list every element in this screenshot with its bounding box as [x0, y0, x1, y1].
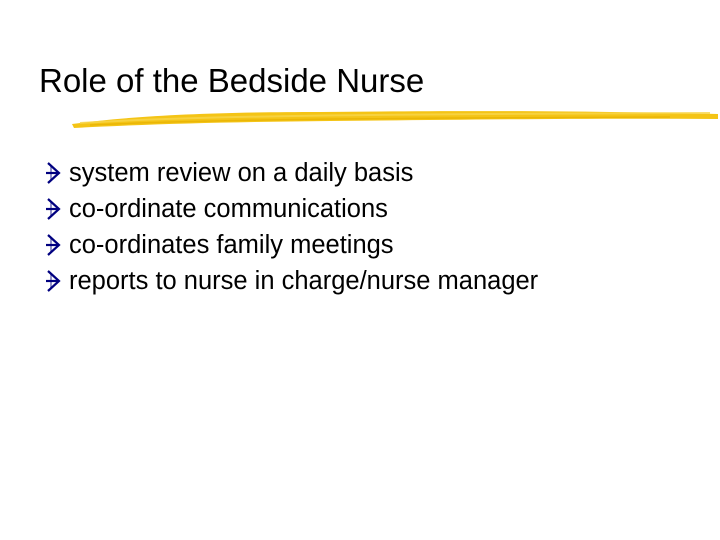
- bullet-list: [44, 155, 538, 299]
- title-underline-brushstroke: [70, 104, 720, 130]
- list-item: [44, 227, 538, 263]
- arrow-right-icon: [44, 270, 64, 292]
- arrow-right-icon: [44, 198, 64, 220]
- list-item: [44, 155, 538, 191]
- list-item: [44, 191, 538, 227]
- arrow-right-icon: [44, 162, 64, 184]
- slide-title: Role of the Bedside Nurse: [39, 62, 425, 99]
- bullet-text: co-ordinate communications: [69, 194, 388, 223]
- list-item: [44, 263, 538, 299]
- bullet-text: system review on a daily basis: [69, 158, 414, 187]
- bullet-text: reports to nurse in charge/nurse manager: [69, 266, 539, 295]
- bullet-text: co-ordinates family meetings: [69, 230, 394, 259]
- arrow-right-icon: [44, 234, 64, 256]
